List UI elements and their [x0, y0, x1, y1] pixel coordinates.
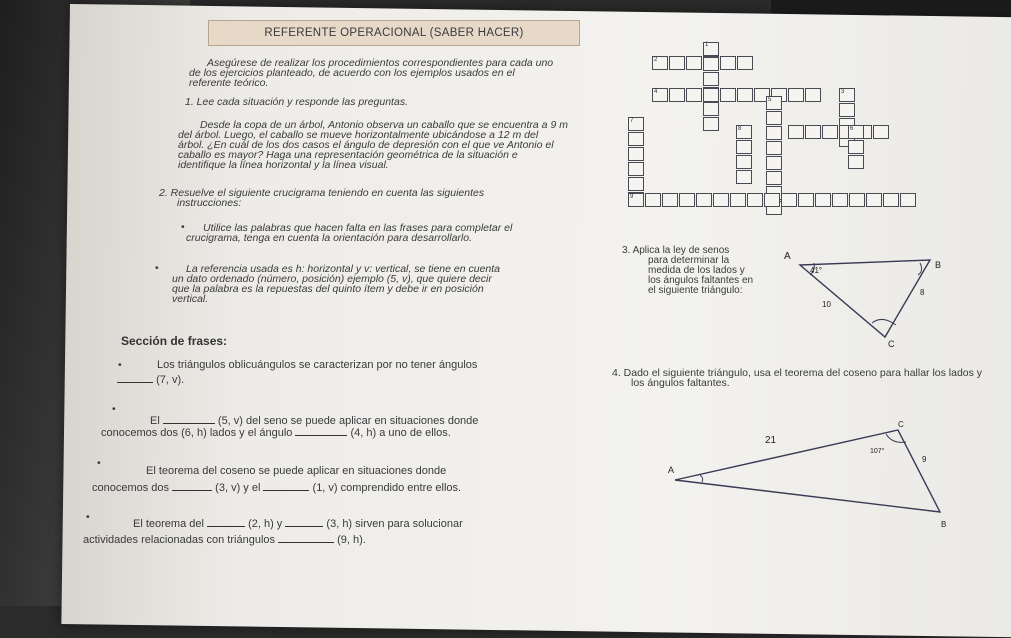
intro-line-2: de los ejercicios planteado, de acuerdo con los ejemplos usados en el — [189, 67, 515, 79]
crossword-cell[interactable] — [866, 193, 882, 207]
crossword-cell[interactable] — [736, 155, 752, 169]
angle-arc-a — [700, 475, 703, 482]
answer-blank[interactable] — [263, 481, 309, 491]
question-1-line-2: del árbol. Luego, el caballo se mueve horizontalmente ubicándose a 12 m del — [178, 129, 539, 141]
triangle-law-of-cosines — [660, 420, 960, 530]
crossword-cell[interactable] — [703, 117, 719, 131]
crossword-cell[interactable] — [703, 102, 719, 116]
instruction-1-line-2: crucigrama, tenga en cuenta la orientación para desarrollarlo. — [186, 232, 472, 244]
crossword-cell[interactable] — [730, 193, 746, 207]
crossword-cell[interactable] — [703, 57, 719, 71]
question-1-line-5: identifique la línea horizontal y la línea visual. — [178, 159, 389, 171]
crossword-cell[interactable] — [848, 155, 864, 169]
crossword-cell[interactable] — [873, 125, 889, 139]
question-4-line-1: 4. Dado el siguiente triángulo, usa el teorema del coseno para hallar los lados y — [612, 367, 983, 379]
crossword-cell[interactable] — [737, 88, 753, 102]
crossword-cell[interactable] — [669, 88, 685, 102]
sentence-3-line-2: conocemos dos (3, v) y el (1, v) comprendido entre ellos. — [92, 482, 462, 494]
section-title: Sección de frases: — [121, 334, 228, 348]
triangle-law-of-sines — [770, 245, 960, 350]
crossword-cell[interactable] — [766, 156, 782, 170]
crossword-cell[interactable] — [805, 88, 821, 102]
crossword-cell[interactable] — [669, 56, 685, 70]
crossword-cell[interactable] — [766, 111, 782, 125]
crossword-cell[interactable] — [849, 193, 865, 207]
question-1-line-4: caballo es mayor? Haga una representación geométrica de la situación e — [178, 149, 518, 161]
crossword-cell[interactable] — [662, 193, 678, 207]
crossword-cell[interactable] — [848, 140, 864, 154]
question-2-line-1: 2. Resuelve el siguiente crucigrama teniendo en cuenta las siguientes — [159, 187, 485, 199]
question-3-line-3: medida de los lados y — [648, 265, 745, 276]
instruction-2-line-3: que la palabra es la repuestas del quinto ítem y debe ir en posición — [172, 283, 484, 295]
bullet-dot: • — [181, 221, 185, 233]
question-2-line-2: instrucciones: — [177, 197, 242, 209]
answer-blank[interactable] — [172, 481, 212, 491]
instruction-2-line-1: La referencia usada es h: horizontal y v: vertical, se tiene en cuenta — [186, 263, 501, 275]
crossword-cell[interactable] — [713, 193, 729, 207]
crossword-number-1: 1 — [705, 42, 709, 48]
question-1-title: 1. Lee cada situación y responde las preguntas. — [185, 96, 408, 108]
crossword-cell[interactable] — [737, 56, 753, 70]
side-ac-label: 21 — [765, 435, 777, 446]
question-4-line-2: los ángulos faltantes. — [631, 377, 730, 389]
crossword-cell[interactable] — [788, 125, 804, 139]
crossword-cell[interactable] — [788, 88, 804, 102]
crossword-number-5: 5 — [768, 97, 772, 103]
crossword-cell[interactable] — [645, 193, 661, 207]
crossword-cell[interactable] — [900, 193, 916, 207]
vertex-a-label: A — [784, 251, 791, 262]
sentence-2-line-2: conocemos dos (6, h) lados y el ángulo (4, h) a uno de ellos. — [101, 427, 451, 439]
intro-line-1: Asegúrese de realizar los procedimientos correspondientes para cada uno — [207, 57, 554, 69]
bullet-dot: • — [112, 403, 116, 415]
answer-blank[interactable] — [117, 373, 153, 383]
bullet-dot: • — [97, 457, 101, 469]
answer-blank[interactable] — [207, 517, 245, 527]
answer-blank[interactable] — [163, 414, 215, 424]
question-3-line-1: 3. Aplica la ley de senos — [622, 245, 730, 256]
side-ac-label: 10 — [822, 300, 831, 309]
vertex-c-label: C — [888, 339, 895, 349]
crossword-cell[interactable] — [781, 193, 797, 207]
crossword-cell[interactable] — [822, 125, 838, 139]
question-3-line-5: el siguiente triángulo: — [648, 285, 743, 296]
answer-blank[interactable] — [295, 426, 347, 436]
angle-a-label: 41° — [810, 266, 823, 275]
crossword-number-2: 2 — [654, 57, 658, 63]
crossword-cell[interactable] — [720, 56, 736, 70]
instruction-2-line-2: un dato ordenado (número, posición) ejemplo (5, v), que quiere decir — [172, 273, 492, 285]
question-3-line-2: para determinar la — [648, 255, 730, 266]
bullet-dot: • — [118, 359, 122, 371]
crossword-cell[interactable] — [628, 132, 644, 146]
crossword-number-4: 4 — [654, 89, 658, 95]
crossword-cell[interactable] — [703, 72, 719, 86]
question-1-line-3: árbol. ¿En cuál de los dos casos el ángulo de depresión con el que ve Antonio el — [178, 139, 554, 151]
instruction-2-line-4: vertical. — [172, 293, 209, 305]
crossword-cell[interactable] — [679, 193, 695, 207]
crossword-cell[interactable] — [736, 170, 752, 184]
side-bc-label: 8 — [920, 288, 925, 297]
crossword-cell[interactable] — [883, 193, 899, 207]
sentence-2-line-1: El (5, v) del seno se puede aplicar en situaciones donde — [150, 415, 479, 427]
instruction-1-line-1: Utilice las palabras que hacen falta en las frases para completar el — [203, 222, 513, 234]
crossword-cell[interactable] — [747, 193, 763, 207]
vertex-c-label: C — [898, 420, 904, 429]
side-cb-label: 9 — [922, 455, 927, 464]
crossword-cell[interactable] — [736, 140, 752, 154]
crossword-cell[interactable] — [832, 193, 848, 207]
crossword-cell[interactable] — [696, 193, 712, 207]
crossword-number-3: 3 — [841, 89, 845, 95]
crossword-cell[interactable] — [766, 126, 782, 140]
crossword-number-9: 9 — [630, 194, 634, 200]
crossword-cell[interactable] — [628, 147, 644, 161]
sentence-3-line-1: El teorema del coseno se puede aplicar en situaciones donde — [146, 465, 447, 477]
crossword-number-7: 7 — [630, 118, 634, 124]
bullet-dot: • — [86, 511, 90, 523]
crossword-cell[interactable] — [815, 193, 831, 207]
crossword-number-6: 6 — [850, 126, 854, 132]
crossword-cell[interactable] — [686, 56, 702, 70]
vertex-a-label: A — [668, 465, 675, 475]
crossword-cell[interactable] — [628, 177, 644, 191]
page-title: REFERENTE OPERACIONAL (SABER HACER) — [208, 20, 580, 46]
crossword-cell[interactable] — [764, 193, 780, 207]
angle-c-label: 107° — [870, 448, 885, 455]
angle-arc-b — [918, 263, 922, 275]
question-1-line-1: Desde la copa de un árbol, Antonio observa un caballo que se encuentra a 9 m — [200, 119, 568, 131]
crossword-cell[interactable] — [798, 193, 814, 207]
sentence-4-line-1: El teorema del (2, h) y (3, h) sirven para solucionar — [133, 518, 463, 530]
crossword-cell[interactable] — [703, 88, 719, 102]
crossword-cell[interactable] — [720, 88, 736, 102]
sentence-1-line-2: (7, v). — [117, 373, 184, 386]
intro-line-3: referente teórico. — [189, 77, 269, 89]
crossword-cell[interactable] — [686, 88, 702, 102]
sentence-4-line-2: actividades relacionadas con triángulos (9, h). — [83, 534, 366, 546]
crossword-cell[interactable] — [766, 141, 782, 155]
vertex-b-label: B — [935, 260, 942, 270]
answer-blank[interactable] — [278, 533, 334, 543]
vertex-b-label: B — [941, 520, 947, 529]
sentence-1-line-1: Los triángulos oblicuángulos se caracterizan por no tener ángulos — [157, 359, 478, 371]
answer-blank[interactable] — [285, 517, 323, 527]
bullet-dot: • — [155, 262, 159, 274]
question-3-line-4: los ángulos faltantes en — [648, 275, 754, 286]
crossword-cell[interactable] — [839, 103, 855, 117]
crossword-cell[interactable] — [766, 171, 782, 185]
crossword-cell[interactable] — [628, 162, 644, 176]
crossword-number-8: 8 — [738, 126, 742, 132]
crossword-cell[interactable] — [805, 125, 821, 139]
